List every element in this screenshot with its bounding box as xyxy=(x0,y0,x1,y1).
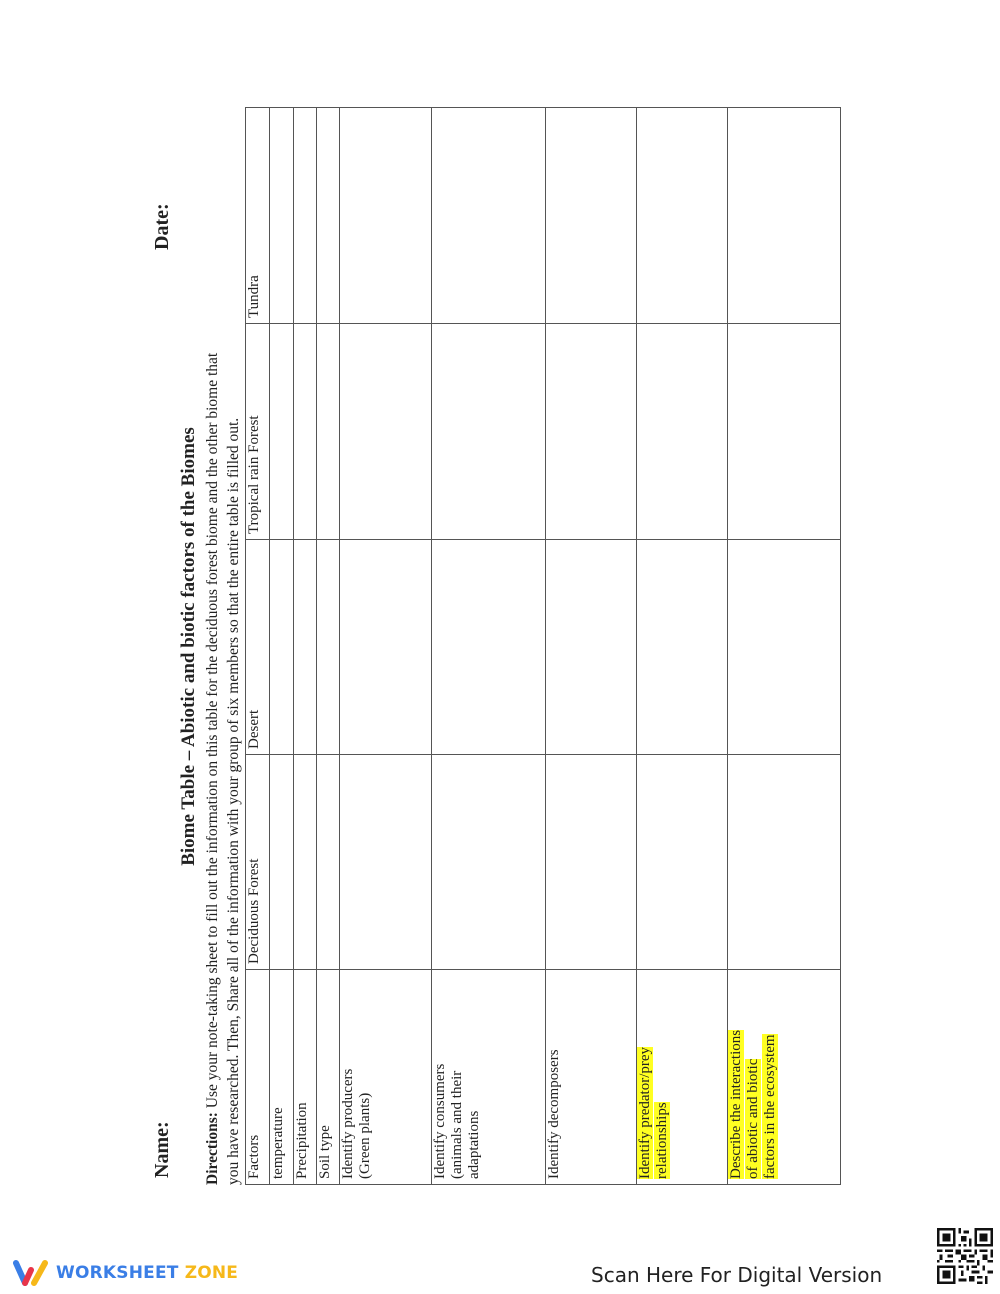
deciduous-forest-cell[interactable] xyxy=(270,755,294,970)
tropical-rain-forest-cell[interactable] xyxy=(294,324,317,540)
name-label: Name: xyxy=(151,1121,173,1178)
table-row-predator-prey xyxy=(637,108,728,1185)
desert-cell[interactable] xyxy=(270,540,294,755)
desert-cell[interactable] xyxy=(546,540,637,755)
biome-table xyxy=(245,107,841,1185)
page-title: Biome Table – Abiotic and biotic factors of the Biomes xyxy=(178,427,199,866)
factor-label: Identify producers (Green plants) xyxy=(340,970,432,1185)
tundra-cell[interactable] xyxy=(728,108,841,324)
tundra-cell[interactable] xyxy=(432,108,546,324)
desert-cell[interactable] xyxy=(728,540,841,755)
column-header-tundra: Tundra xyxy=(246,108,270,324)
date-label: Date: xyxy=(151,203,173,250)
column-header-deciduous-forest: Deciduous Forest xyxy=(246,755,270,970)
factor-label: Identify decomposers xyxy=(546,970,637,1185)
tundra-cell[interactable] xyxy=(637,108,728,324)
directions-label: Directions: xyxy=(204,1112,221,1185)
deciduous-forest-cell[interactable] xyxy=(728,755,841,970)
worksheet-zone-logo-icon xyxy=(12,1259,50,1287)
tundra-cell[interactable] xyxy=(546,108,637,324)
desert-cell[interactable] xyxy=(294,540,317,755)
deciduous-forest-cell[interactable] xyxy=(294,755,317,970)
deciduous-forest-cell[interactable] xyxy=(637,755,728,970)
table-row-producers xyxy=(340,108,432,1185)
deciduous-forest-cell[interactable] xyxy=(317,755,340,970)
desert-cell[interactable] xyxy=(637,540,728,755)
desert-cell[interactable] xyxy=(340,540,432,755)
tropical-rain-forest-cell[interactable] xyxy=(728,324,841,540)
tropical-rain-forest-cell[interactable] xyxy=(546,324,637,540)
table-row-temperature xyxy=(270,108,294,1185)
tundra-cell[interactable] xyxy=(294,108,317,324)
deciduous-forest-cell[interactable] xyxy=(340,755,432,970)
directions-text xyxy=(202,185,244,1185)
tundra-cell[interactable] xyxy=(317,108,340,324)
qr-code-icon[interactable] xyxy=(937,1228,993,1284)
desert-cell[interactable] xyxy=(317,540,340,755)
table-row-consumers xyxy=(432,108,546,1185)
tropical-rain-forest-cell[interactable] xyxy=(317,324,340,540)
worksheet-zone-logo[interactable] xyxy=(12,1259,238,1287)
column-header-tropical-rain-forest: Tropical rain Forest xyxy=(246,324,270,540)
tundra-cell[interactable] xyxy=(270,108,294,324)
tundra-cell[interactable] xyxy=(340,108,432,324)
factor-label-highlighted: Identify predator/prey relationships xyxy=(637,970,728,1185)
table-row-soil-type xyxy=(317,108,340,1185)
tropical-rain-forest-cell[interactable] xyxy=(270,324,294,540)
table-row-interactions xyxy=(728,108,841,1185)
table-row-precipitation xyxy=(294,108,317,1185)
directions-line-2: you have researched. Then, Share all of the information with your group of six members so that the entire table is filled out. xyxy=(225,417,242,1185)
factor-label: Soil type xyxy=(317,970,340,1185)
column-header-desert: Desert xyxy=(246,540,270,755)
tropical-rain-forest-cell[interactable] xyxy=(637,324,728,540)
factor-label: temperature xyxy=(270,970,294,1185)
factor-label: Identify consumers (animals and their adaptations xyxy=(432,970,546,1185)
table-header-row xyxy=(246,108,270,1185)
directions-line-1: Use your note-taking sheet to fill out the information on this table for the deciduous forest biome and the other biome that xyxy=(204,352,221,1113)
desert-cell[interactable] xyxy=(432,540,546,755)
factor-label-highlighted: Describe the interactions of abiotic and biotic factors in the ecosystem xyxy=(728,970,841,1185)
deciduous-forest-cell[interactable] xyxy=(432,755,546,970)
factor-label: Precipitation xyxy=(294,970,317,1185)
deciduous-forest-cell[interactable] xyxy=(546,755,637,970)
tropical-rain-forest-cell[interactable] xyxy=(340,324,432,540)
column-header-factors: Factors xyxy=(246,970,270,1185)
tropical-rain-forest-cell[interactable] xyxy=(432,324,546,540)
logo-text: WORKSHEET ZONE xyxy=(56,1263,239,1283)
table-row-decomposers xyxy=(546,108,637,1185)
scan-here-text: Scan Here For Digital Version xyxy=(591,1263,883,1287)
